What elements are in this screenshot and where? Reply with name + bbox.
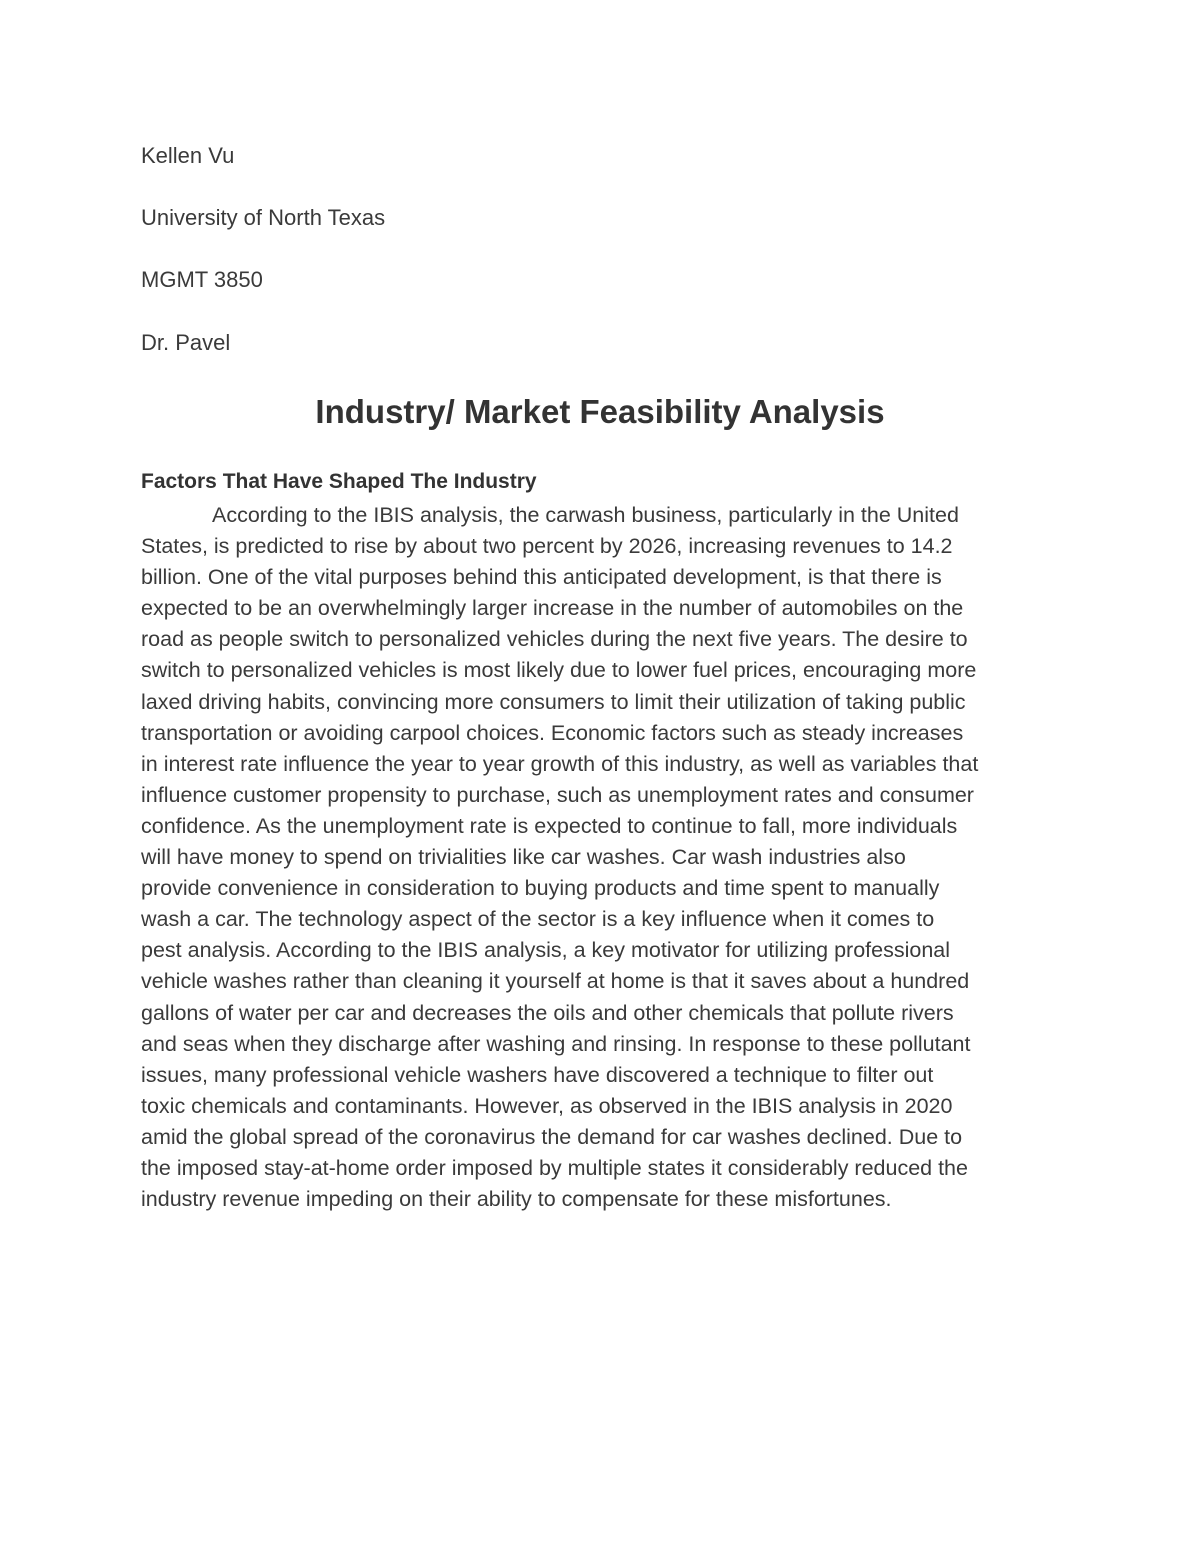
paragraph-line: billion. One of the vital purposes behind this anticipated development, is that there is <box>141 565 942 590</box>
document-title: Industry/ Market Feasibility Analysis <box>315 393 885 430</box>
author-name: Kellen Vu <box>141 143 235 168</box>
paragraph-line: confidence. As the unemployment rate is expected to continue to fall, more individuals <box>141 813 958 838</box>
instructor-name: Dr. Pavel <box>141 330 231 355</box>
paragraph-line: will have money to spend on trivialities like car washes. Car wash industries also <box>141 845 906 870</box>
paragraph-line: gallons of water per car and decreases the oils and other chemicals that pollute rivers <box>141 1000 954 1025</box>
paragraph-line: pest analysis. According to the IBIS analysis, a key motivator for utilizing professional <box>141 938 951 963</box>
paragraph-line: and seas when they discharge after washing and rinsing. In response to these pollutant <box>141 1031 971 1056</box>
institution-name: University of North Texas <box>141 205 386 230</box>
paragraph-line: According to the IBIS analysis, the carwash business, particularly in the United <box>212 503 959 527</box>
paragraph-line: the imposed stay-at-home order imposed by multiple states it considerably reduced the <box>141 1155 968 1180</box>
paragraph-line: switch to personalized vehicles is most likely due to lower fuel prices, encouraging more <box>141 658 977 683</box>
section-heading: Factors That Have Shaped The Industry <box>141 470 537 493</box>
paragraph-line: transportation or avoiding carpool choices. Economic factors such as steady increases <box>141 720 964 745</box>
course-code: MGMT 3850 <box>141 267 263 292</box>
paragraph-line: provide convenience in consideration to buying products and time spent to manually <box>141 876 940 901</box>
body-paragraph <box>141 500 1071 1215</box>
paragraph-line: expected to be an overwhelmingly larger increase in the number of automobiles on the <box>141 596 964 621</box>
paragraph-line: wash a car. The technology aspect of the sector is a key influence when it comes to <box>141 907 935 932</box>
paragraph-line: toxic chemicals and contaminants. However, as observed in the IBIS analysis in 2020 <box>141 1093 953 1118</box>
paragraph-line: influence customer propensity to purchase, such as unemployment rates and consumer <box>141 782 974 807</box>
paragraph-line: States, is predicted to rise by about two percent by 2026, increasing revenues to 14.2 <box>141 534 953 559</box>
paragraph-line: vehicle washes rather than cleaning it yourself at home is that it saves about a hundred <box>141 969 970 994</box>
paragraph-line: industry revenue impeding on their ability to compensate for these misfortunes. <box>141 1187 892 1212</box>
paragraph-line: amid the global spread of the coronavirus the demand for car washes declined. Due to <box>141 1124 963 1149</box>
paragraph-line: road as people switch to personalized vehicles during the next five years. The desire to <box>141 627 968 652</box>
paragraph-line: in interest rate influence the year to year growth of this industry, as well as variables that <box>141 751 979 776</box>
paragraph-line: laxed driving habits, convincing more consumers to limit their utilization of taking public <box>141 689 966 714</box>
paragraph-line: issues, many professional vehicle washers have discovered a technique to filter out <box>141 1062 934 1087</box>
